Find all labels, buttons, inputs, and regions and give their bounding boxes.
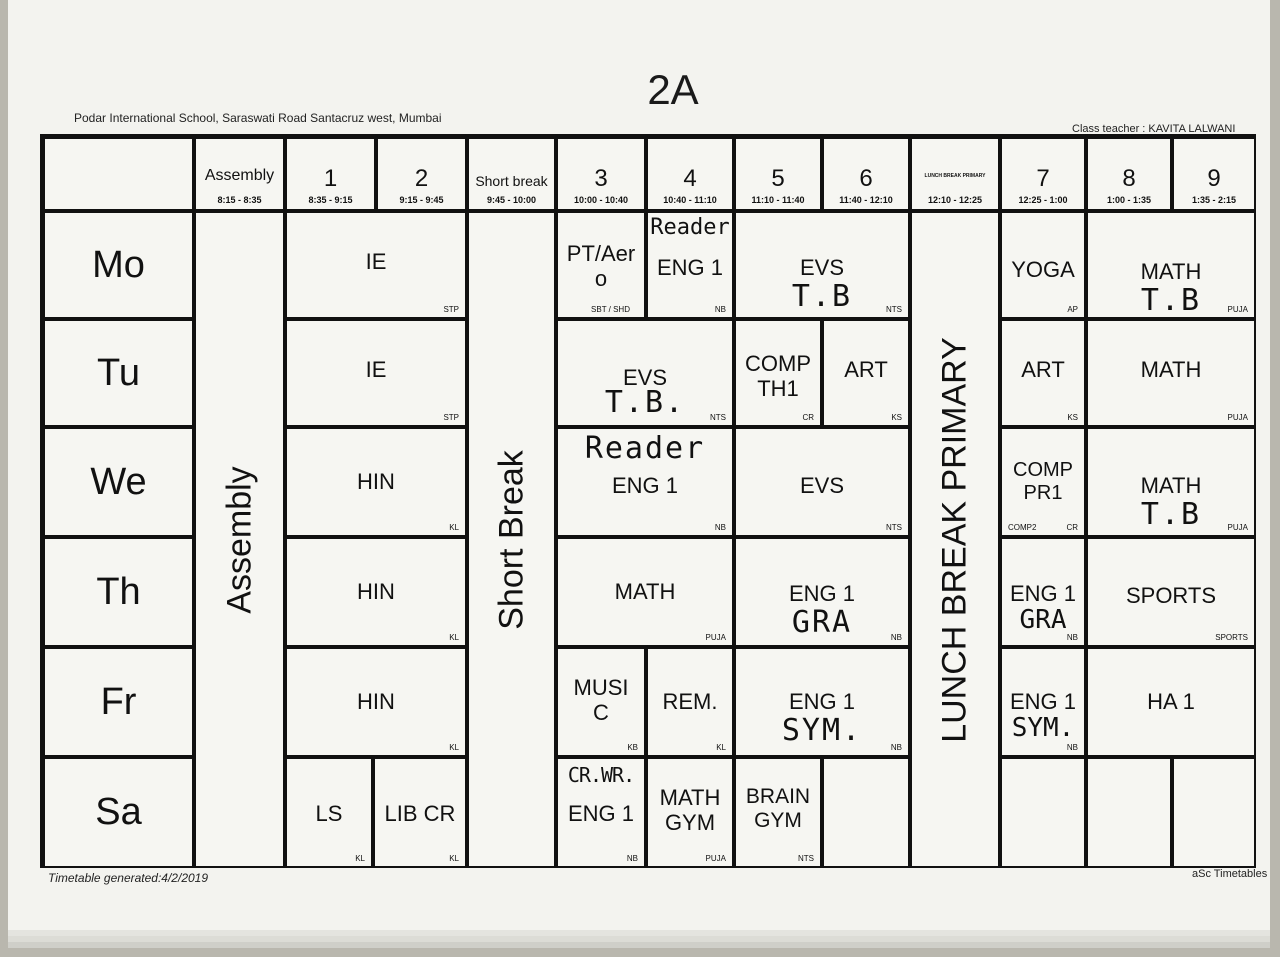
teacher-code: NB <box>1066 633 1078 642</box>
teacher-code: KS <box>1067 413 1078 422</box>
subject: COMP PR1 <box>1013 459 1073 504</box>
lesson-cell <box>1000 537 1086 647</box>
header-time: 10:40 - 11:10 <box>663 195 717 205</box>
handwritten-note: Reader <box>650 215 730 240</box>
header-time: 11:10 - 11:40 <box>751 195 805 205</box>
generated-date: Timetable generated:4/2/2019 <box>48 871 209 885</box>
subject: ENG 1 <box>656 255 724 280</box>
header-number: 6 <box>859 165 873 192</box>
subject: ENG 1 <box>611 473 679 498</box>
teacher-code: STP <box>443 305 459 314</box>
subject: MATH GYM <box>659 785 721 836</box>
header-period-2 <box>376 137 467 211</box>
assembly-label: Assembly <box>220 465 258 614</box>
lesson-cell <box>285 427 467 537</box>
lesson-cell <box>556 319 734 427</box>
subject: HIN <box>357 579 395 604</box>
class-teacher: Class teacher : KAVITA LALWANI <box>1072 123 1236 135</box>
teacher-code: PUJA <box>1227 305 1248 314</box>
day-label: Mo <box>43 211 194 319</box>
subject: LS <box>315 801 343 826</box>
header-number: 5 <box>771 165 785 192</box>
teacher-code: KL <box>716 743 726 752</box>
teacher-code: SBT / SHD <box>591 305 630 314</box>
day-label: Sa <box>43 757 194 868</box>
header-period-8 <box>1086 137 1172 211</box>
day-label: Th <box>43 537 194 647</box>
teacher-code: KL <box>355 854 365 863</box>
assembly-column <box>194 211 285 868</box>
handwritten-note: CR.WR. <box>567 763 635 787</box>
header-time: 1:35 - 2:15 <box>1191 195 1237 205</box>
lesson-cell <box>1086 319 1256 427</box>
empty-cell <box>1172 757 1256 868</box>
teacher-code: PUJA <box>1227 413 1248 422</box>
lesson-cell <box>734 537 910 647</box>
lesson-cell <box>1086 211 1256 319</box>
lesson-cell <box>1000 211 1086 319</box>
subject: MATH <box>1140 259 1202 284</box>
header-time: 1:00 - 1:35 <box>1106 195 1152 205</box>
lesson-cell <box>1086 427 1256 537</box>
handwritten-note: SYM. <box>781 713 863 748</box>
subject: ENG 1 <box>788 689 856 714</box>
teacher-code: AP <box>1067 305 1078 314</box>
header-label: Assembly <box>204 167 275 184</box>
day-label: Tu <box>43 319 194 427</box>
teacher-code: NTS <box>798 854 814 863</box>
day-label: We <box>43 427 194 537</box>
handwritten-note: T.B. <box>604 385 686 420</box>
teacher-code: NB <box>714 305 726 314</box>
lesson-cell <box>646 647 734 757</box>
subject: MUSI C <box>573 675 629 726</box>
empty-cell <box>822 757 910 868</box>
teacher-code: KL <box>449 854 459 863</box>
header-period-7 <box>1000 137 1086 211</box>
lesson-cell <box>285 537 467 647</box>
subject: HA 1 <box>1147 689 1195 714</box>
handwritten-note: Reader <box>584 431 706 466</box>
lesson-cell <box>646 211 734 319</box>
teacher-code: NB <box>626 854 638 863</box>
lesson-cell <box>1000 647 1086 757</box>
header-period-6 <box>822 137 910 211</box>
subject: PT/Aer o <box>566 241 636 292</box>
subject: EVS <box>799 473 845 498</box>
teacher-code: KL <box>449 633 459 642</box>
header-time: 8:35 - 9:15 <box>308 195 353 205</box>
handwritten-note: GRA <box>791 605 853 640</box>
handwritten-note: SYM. <box>1011 713 1075 743</box>
subject: ART <box>844 357 888 382</box>
header-period-1 <box>285 137 376 211</box>
header-period-5 <box>734 137 822 211</box>
header-corner <box>43 137 194 211</box>
header-period-3 <box>556 137 646 211</box>
header-lunch <box>910 137 1000 211</box>
teacher-code: NTS <box>710 413 726 422</box>
timetable-grid <box>40 134 1256 868</box>
teacher-code: PUJA <box>705 854 726 863</box>
header-period-4 <box>646 137 734 211</box>
subject: ENG 1 <box>1009 581 1077 606</box>
lunch-break-label: LUNCH BREAK PRIMARY <box>935 336 974 743</box>
subject: LIB CR <box>384 801 456 826</box>
header-time: 12:25 - 1:00 <box>1018 195 1068 205</box>
short-break-label: Short Break <box>492 449 530 630</box>
subject: YOGA <box>1011 257 1075 282</box>
teacher-code: NB <box>890 743 902 752</box>
lesson-cell <box>1000 319 1086 427</box>
header-short-break <box>467 137 556 211</box>
lesson-cell <box>556 757 646 868</box>
subject: ENG 1 <box>788 581 856 606</box>
subject: ENG 1 <box>1009 689 1077 714</box>
subject: EVS <box>799 255 845 280</box>
header-label: Short break <box>475 173 548 189</box>
subject: BRAIN GYM <box>745 785 811 833</box>
teacher-code: NTS <box>886 523 902 532</box>
lesson-cell <box>556 211 646 319</box>
lesson-cell <box>646 757 734 868</box>
teacher-code: CR <box>802 413 814 422</box>
teacher-code: CR <box>1066 523 1078 532</box>
teacher-code: PUJA <box>1227 523 1248 532</box>
header-time: 10:00 - 10:40 <box>573 195 629 205</box>
lesson-cell <box>373 757 467 868</box>
subject: MATH <box>1140 473 1202 498</box>
header-number: 4 <box>683 165 697 192</box>
subject: IE <box>365 249 387 274</box>
subject: REM. <box>662 689 718 714</box>
subject: MATH <box>614 579 676 604</box>
handwritten-note: GRA <box>1019 605 1067 635</box>
handwritten-note: T.B <box>791 279 853 314</box>
teacher-code: PUJA <box>705 633 726 642</box>
teacher-code: NB <box>890 633 902 642</box>
header-assembly <box>194 137 285 211</box>
teacher-code: KL <box>449 523 459 532</box>
subject: ART <box>1021 357 1065 382</box>
day-label: Fr <box>43 647 194 757</box>
teacher-code: COMP2 <box>1008 523 1037 532</box>
lesson-cell <box>285 757 373 868</box>
software-credit: aSc Timetables <box>1192 868 1268 880</box>
teacher-code: NB <box>714 523 726 532</box>
header-label: LUNCH BREAK PRIMARY <box>924 173 986 179</box>
header-time: 9:15 - 9:45 <box>399 195 444 205</box>
lesson-cell <box>734 319 822 427</box>
handwritten-note: T.B <box>1140 497 1202 532</box>
lesson-cell <box>285 647 467 757</box>
lesson-cell <box>556 537 734 647</box>
header-number: 1 <box>323 165 338 192</box>
teacher-code: KL <box>449 743 459 752</box>
subject: EVS <box>622 365 668 390</box>
teacher-code: SPORTS <box>1215 633 1248 642</box>
lesson-cell <box>734 211 910 319</box>
subject: COMP TH1 <box>745 351 811 402</box>
school-name: Podar International School, Saraswati Road Santacruz west, Mumbai <box>74 111 442 125</box>
lesson-cell <box>285 319 467 427</box>
lesson-cell <box>1086 647 1256 757</box>
header-number: 9 <box>1207 165 1221 192</box>
lunch-break-column <box>910 211 1000 868</box>
lesson-cell <box>1086 537 1256 647</box>
short-break-column <box>467 211 556 868</box>
empty-cell <box>1000 757 1086 868</box>
subject: HIN <box>357 469 395 494</box>
teacher-code: NB <box>1066 743 1078 752</box>
header-number: 7 <box>1036 165 1050 192</box>
lesson-cell <box>556 427 734 537</box>
handwritten-note: T.B <box>1140 283 1202 318</box>
header-number: 3 <box>594 165 608 192</box>
header-time: 8:15 - 8:35 <box>217 195 262 205</box>
header-time: 9:45 - 10:00 <box>486 195 537 205</box>
subject: ENG 1 <box>567 801 635 826</box>
empty-cell <box>1086 757 1172 868</box>
teacher-code: KB <box>627 743 638 752</box>
lesson-cell <box>1000 427 1086 537</box>
lesson-cell <box>285 211 467 319</box>
subject: SPORTS <box>1125 583 1217 608</box>
header-period-9 <box>1172 137 1256 211</box>
lesson-cell <box>734 427 910 537</box>
teacher-code: NTS <box>886 305 902 314</box>
lesson-cell <box>734 647 910 757</box>
lesson-cell <box>734 757 822 868</box>
page-title: 2A <box>647 66 699 113</box>
header-number: 8 <box>1122 165 1136 192</box>
subject: MATH <box>1140 357 1202 382</box>
header-number: 2 <box>414 165 429 192</box>
lesson-cell <box>556 647 646 757</box>
lesson-cell <box>822 319 910 427</box>
teacher-code: STP <box>443 413 459 422</box>
header-time: 12:10 - 12:25 <box>927 195 983 205</box>
teacher-code: KS <box>891 413 902 422</box>
subject: HIN <box>357 689 395 714</box>
header-time: 11:40 - 12:10 <box>839 195 893 205</box>
subject: IE <box>365 357 387 382</box>
